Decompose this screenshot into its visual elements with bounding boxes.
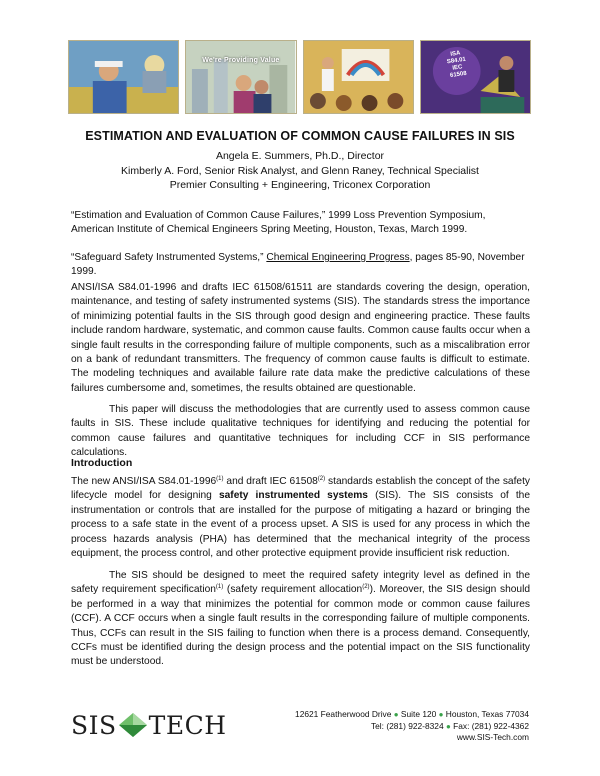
telephone: Tel: (281) 922-8324	[370, 720, 444, 731]
suite: Suite 120	[400, 709, 437, 719]
overview-paragraph: This paper will discuss the methodologies that are currently used to assess common cause faults in SIS. These include qualitative techniques for identifying and reducing the potential for common cause failures and quantitative techniques for including CCF in SIS performance calculations.	[71, 404, 530, 459]
banner-image-value	[185, 40, 296, 114]
company-address	[295, 709, 529, 744]
text-run: ). Moreover, the SIS design should be performed in a way that minimizes the potential for common mode or common cause failures (CCF). A CCF occurs when a single fault results in the corresponding failure of multiple components. Thus, CCFs can result in the SIS failing to function when there is a process demand. Consequently, CCFs must be identified during the design process and the potential impact on the SIS functionality must be understood.	[71, 584, 530, 668]
journal-name: Chemical Engineering Progress	[266, 252, 410, 263]
phone-line	[295, 721, 529, 733]
sis-tech-logo	[71, 711, 227, 739]
author-line: Premier Consulting + Engineering, Triconex Corporation	[169, 179, 431, 191]
intro-paragraph-2	[71, 569, 530, 670]
section-heading-introduction: Introduction	[71, 457, 133, 469]
text-run: (SIS). The SIS consists of the instrumentation or controls that are installed for the purpose of mitigating a hazard or bringing the process to a safe state in the event of a process upset. A SIS is used for any process in which the process hazards analysis (PHA) has determined that the mechanical integrity of the process equipment, the process control, and other protective equipment provide insufficient risk reduction.	[71, 490, 530, 560]
intro-paragraph-1	[71, 475, 530, 561]
banner-caption: We're Providing Value	[202, 57, 280, 64]
bullet-icon: ●	[438, 710, 444, 719]
bullet-icon: ●	[393, 710, 399, 719]
citation-suffix: , pages 85-90, November 1999.	[71, 252, 525, 278]
bullet-icon: ●	[445, 721, 451, 731]
address-line	[295, 709, 529, 721]
city: Houston, Texas 77034	[445, 709, 529, 719]
standards-badge: ISA S84.01 IEC 61508	[446, 50, 467, 80]
text-run: The SIS should be designed to meet the required safety integrity level as defined in the safety requirement specification	[71, 570, 530, 596]
text-run: standards establish the concept of the safety lifecycle model for designing	[71, 476, 530, 502]
reference-superscript: (2)	[317, 476, 326, 482]
reference-superscript: (1)	[215, 584, 224, 591]
citation-prefix: “Safeguard Safety Instrumented Systems,”	[71, 252, 267, 263]
website[interactable]: www.SIS-Tech.com	[456, 732, 529, 743]
logo-text-right: TECH	[148, 710, 227, 740]
banner-image-engineer	[68, 40, 179, 114]
author-line: Kimberly A. Ford, Senior Risk Analyst, and Glenn Raney, Technical Specialist	[121, 164, 479, 177]
citation-symposium: “Estimation and Evaluation of Common Cause Failures,” 1999 Loss Prevention Symposium, American Institute of Chemical Engineers Spring Meeting, Houston, Texas, March 1999.	[71, 210, 486, 236]
abstract-paragraph: ANSI/ISA S84.01-1996 and drafts IEC 61508/61511 are standards covering the design, operation, maintenance, and testing of safety instrumented systems (SIS). The standards stress the importance of minimizing potential faults in the SIS through good design and engineering practice. These faults include random hardware, systematic, and common cause faults. Common cause faults occur when a single fault results in the corresponding failure of multiple components, such as a miscalibration error on a bank of redundant transmitters. The frequency of common cause faults is difficult to estimate. The modeling techniques and available failure rate data make the predictive calculations of these failures cumbersome and, sometimes, the results obtained are questionable.	[71, 282, 530, 394]
bold-term: safety instrumented systems	[218, 490, 368, 502]
header-banner	[68, 40, 531, 112]
logo-text-left: SIS	[71, 710, 117, 740]
authors-block	[0, 149, 600, 193]
text-run: (safety requirement allocation	[223, 584, 363, 596]
reference-superscript: (1)	[216, 476, 224, 482]
document-title: ESTIMATION AND EVALUATION OF COMMON CAUSE FAILURES IN SIS	[85, 129, 515, 143]
text-run: The new ANSI/ISA S84.01-1996	[71, 476, 217, 487]
fax: Fax: (281) 922-4362	[453, 720, 529, 731]
street: 12621 Featherwood Drive	[295, 709, 392, 719]
banner-image-standards	[420, 40, 531, 114]
diamond-logo-icon	[118, 712, 148, 738]
reference-superscript: (2)	[362, 584, 370, 591]
banner-image-presentation	[303, 40, 414, 114]
author-line: Angela E. Summers, Ph.D., Director	[215, 150, 385, 162]
text-run: and draft IEC 61508	[223, 476, 318, 487]
citation-journal	[71, 251, 530, 280]
